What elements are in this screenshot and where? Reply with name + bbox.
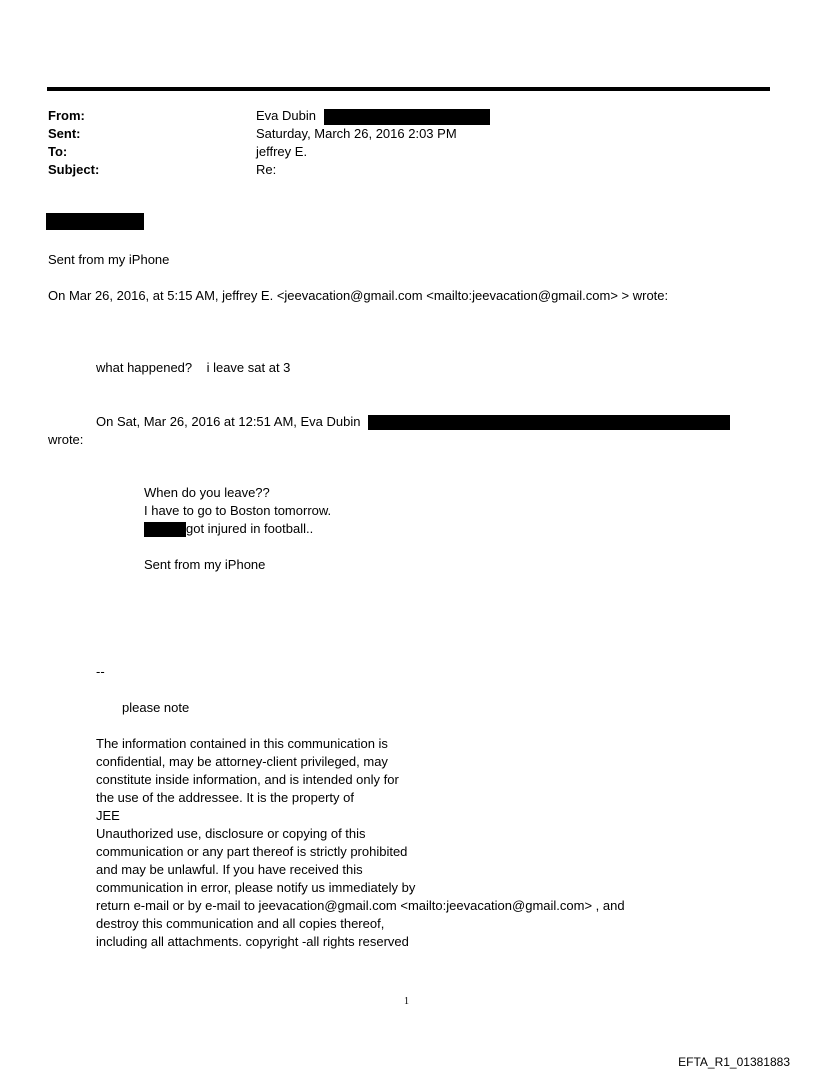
disclaimer-line: the use of the addressee. It is the property of	[96, 790, 354, 805]
redacted-email-link	[368, 415, 730, 430]
disclaimer-line: communication or any part thereof is strictly prohibited	[96, 844, 408, 859]
from-label: From:	[48, 108, 85, 123]
disclaimer-line: destroy this communication and all copies thereof,	[96, 916, 385, 931]
page-number: 1	[404, 996, 409, 1007]
document-id: EFTA_R1_01381883	[678, 1055, 790, 1069]
subject-value: Re:	[256, 162, 277, 177]
quote-header-2-text: On Sat, Mar 26, 2016 at 12:51 AM, Eva Dubin	[96, 414, 361, 429]
message-line-2: I have to go to Boston tomorrow.	[144, 503, 332, 518]
from-value	[256, 107, 490, 125]
sent-value: Saturday, March 26, 2016 2:03 PM	[256, 126, 457, 141]
disclaimer-line: JEE	[96, 808, 120, 823]
message-line-1: When do you leave??	[144, 485, 270, 500]
quote-header-2	[96, 413, 730, 431]
quote-header-2-end: wrote:	[48, 432, 84, 447]
redacted-email-address	[324, 109, 490, 125]
disclaimer-line: constitute inside information, and is intended only for	[96, 772, 399, 787]
reply-message: what happened? i leave sat at 3	[96, 360, 291, 375]
header-divider	[47, 87, 770, 91]
to-label: To:	[48, 144, 68, 159]
sender-name: Eva Dubin	[256, 108, 316, 123]
redacted-name	[144, 522, 186, 537]
to-value: jeffrey E.	[256, 144, 308, 159]
message-line-3	[144, 520, 313, 538]
disclaimer-line: The information contained in this communication is	[96, 736, 388, 751]
sent-from-iphone-1: Sent from my iPhone	[48, 252, 170, 267]
message-line-3-text: got injured in football..	[186, 521, 314, 536]
disclaimer-line: communication in error, please notify us immediately by	[96, 880, 416, 895]
please-note: please note	[122, 700, 190, 715]
disclaimer-line: confidential, may be attorney-client privileged, may	[96, 754, 388, 769]
subject-label: Subject:	[48, 162, 100, 177]
disclaimer-line: including all attachments. copyright -all rights reserved	[96, 934, 409, 949]
sent-from-iphone-2: Sent from my iPhone	[144, 557, 266, 572]
quote-header-1: On Mar 26, 2016, at 5:15 AM, jeffrey E. <jeevacation@gmail.com <mailto:jeevacation@gmail.com> > wrote:	[48, 288, 669, 303]
disclaimer-line: return e-mail or by e-mail to jeevacation@gmail.com <mailto:jeevacation@gmail.com> , and	[96, 898, 625, 913]
disclaimer-line: and may be unlawful. If you have received this	[96, 862, 363, 877]
signature-separator: --	[96, 664, 105, 679]
disclaimer-line: Unauthorized use, disclosure or copying of this	[96, 826, 366, 841]
sent-label: Sent:	[48, 126, 81, 141]
redacted-greeting	[46, 213, 144, 230]
